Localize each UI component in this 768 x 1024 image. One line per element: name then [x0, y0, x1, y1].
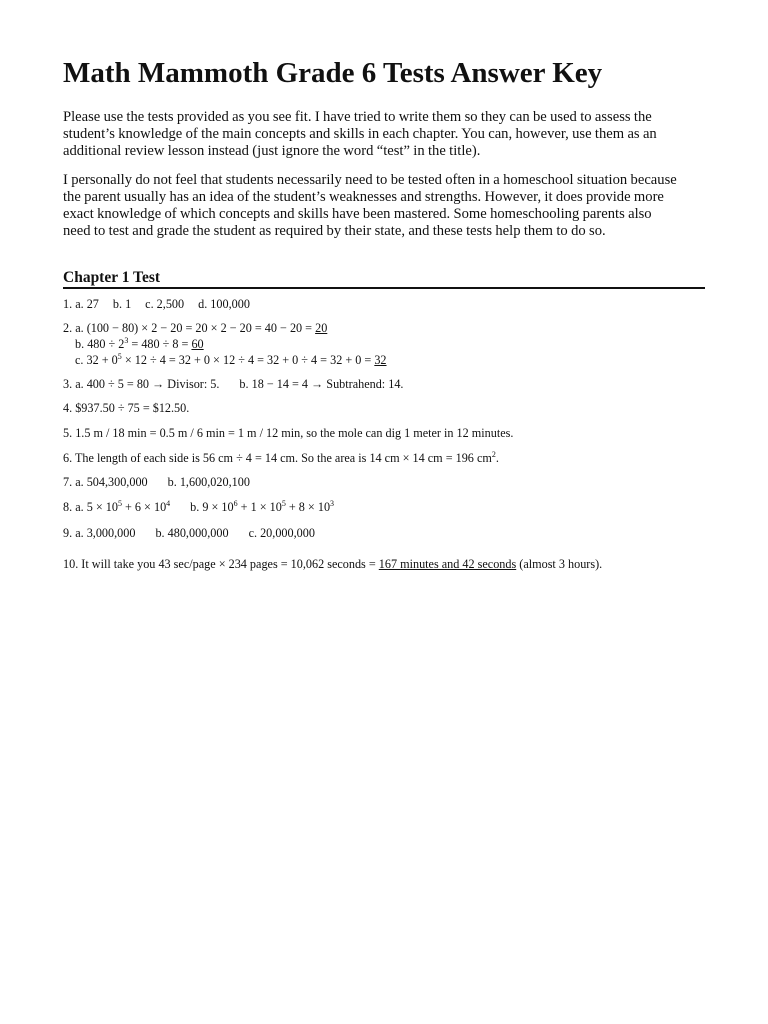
answer-item-2b	[75, 337, 204, 352]
intro-paragraph-2	[63, 172, 713, 240]
answer-8b: b. 9 × 10	[190, 500, 234, 514]
answer-10: 10. It will take you 43 sec/page × 234 pages = 10,062 seconds =	[63, 557, 376, 571]
intro-line: the parent usually has an idea of the student’s weaknesses and strengths. However, it does provide more	[63, 189, 664, 205]
exponent: 5	[117, 499, 122, 508]
exponent: 4	[166, 499, 171, 508]
exponent: 2	[491, 450, 496, 459]
intro-paragraph-1	[63, 109, 713, 160]
answer-item-10	[63, 557, 602, 572]
answer-2a-result: 20	[315, 321, 328, 335]
answer-8a-term: + 6 × 10	[121, 500, 167, 514]
answer-2c-rest: × 12 ÷ 4 = 32 + 0 × 12 ÷ 4 = 32 + 0 ÷ 4 = 32 + 0 =	[121, 353, 372, 367]
answer-6-end: .	[495, 451, 499, 465]
answer-3a: 3. a. 400 ÷ 5 = 80 → Divisor: 5.	[63, 377, 220, 391]
answer-item-5: 5. 1.5 m / 18 min = 0.5 m / 6 min = 1 m / 12 min, so the mole can dig 1 meter in 12 minutes.	[63, 426, 514, 440]
answer-1c: c. 2,500	[145, 297, 185, 311]
answer-1d: d. 100,000	[198, 297, 250, 311]
intro-line: student’s knowledge of the main concepts and skills in each chapter. You can, however, use them as an	[63, 126, 657, 142]
answer-item-8	[63, 500, 334, 515]
answer-10-note: (almost 3 hours).	[519, 557, 603, 571]
answer-item-6	[63, 451, 499, 466]
answer-item-3	[63, 377, 403, 392]
answer-1a: 1. a. 27	[63, 297, 99, 311]
answer-6: 6. The length of each side is 56 cm ÷ 4 = 14 cm. So the area is 14 cm × 14 cm = 196 cm	[63, 451, 492, 465]
answer-2b-rest: = 480 ÷ 8 =	[128, 337, 189, 351]
answer-9a: 9. a. 3,000,000	[63, 526, 136, 540]
exponent: 3	[124, 336, 129, 345]
answer-8b-term: + 1 × 10	[237, 500, 282, 514]
answer-7b: b. 1,600,020,100	[167, 475, 250, 489]
answer-2a: 2. a. (100 − 80) × 2 − 20 = 20 × 2 − 20 = 40 − 20 =	[63, 321, 313, 335]
answer-item-1	[63, 297, 250, 312]
answer-item-4: 4. $937.50 ÷ 75 = $12.50.	[63, 401, 190, 415]
answer-item-7	[63, 475, 250, 490]
answer-7a: 7. a. 504,300,000	[63, 475, 148, 489]
answer-item-2a	[63, 321, 327, 336]
intro-line: additional review lesson instead (just ignore the word “test” in the title).	[63, 143, 481, 159]
exponent: 5	[281, 499, 286, 508]
intro-line: I personally do not feel that students necessarily need to be tested often in a homeschool situation because	[63, 172, 677, 188]
answer-2b: b. 480 ÷ 2	[75, 337, 125, 351]
answer-item-9	[63, 526, 315, 541]
answer-2b-result: 60	[191, 337, 204, 351]
answer-9b: b. 480,000,000	[155, 526, 229, 540]
answer-9c: c. 20,000,000	[248, 526, 315, 540]
answer-8b-term: + 8 × 10	[285, 500, 331, 514]
answer-2c: c. 32 + 0	[75, 353, 118, 367]
exponent: 6	[233, 499, 238, 508]
answer-2c-result: 32	[374, 353, 387, 367]
page-title: Math Mammoth Grade 6 Tests Answer Key	[63, 57, 603, 89]
intro-line: exact knowledge of which concepts and skills have been mastered. Some homeschooling parents also	[63, 206, 652, 222]
chapter-heading: Chapter 1 Test	[63, 268, 705, 289]
intro-line: need to test and grade the student as required by their state, and these tests help them to do so.	[63, 223, 606, 239]
intro-line: Please use the tests provided as you see fit. I have tried to write them so they can be used to assess the	[63, 109, 652, 125]
exponent: 3	[330, 499, 335, 508]
answer-item-2c	[75, 353, 387, 368]
exponent: 5	[117, 352, 122, 361]
answer-1b: b. 1	[112, 297, 132, 311]
answer-10-result: 167 minutes and 42 seconds	[378, 557, 517, 571]
answer-3b: b. 18 − 14 = 4 → Subtrahend: 14.	[239, 377, 404, 391]
answer-8a: 8. a. 5 × 10	[63, 500, 118, 514]
